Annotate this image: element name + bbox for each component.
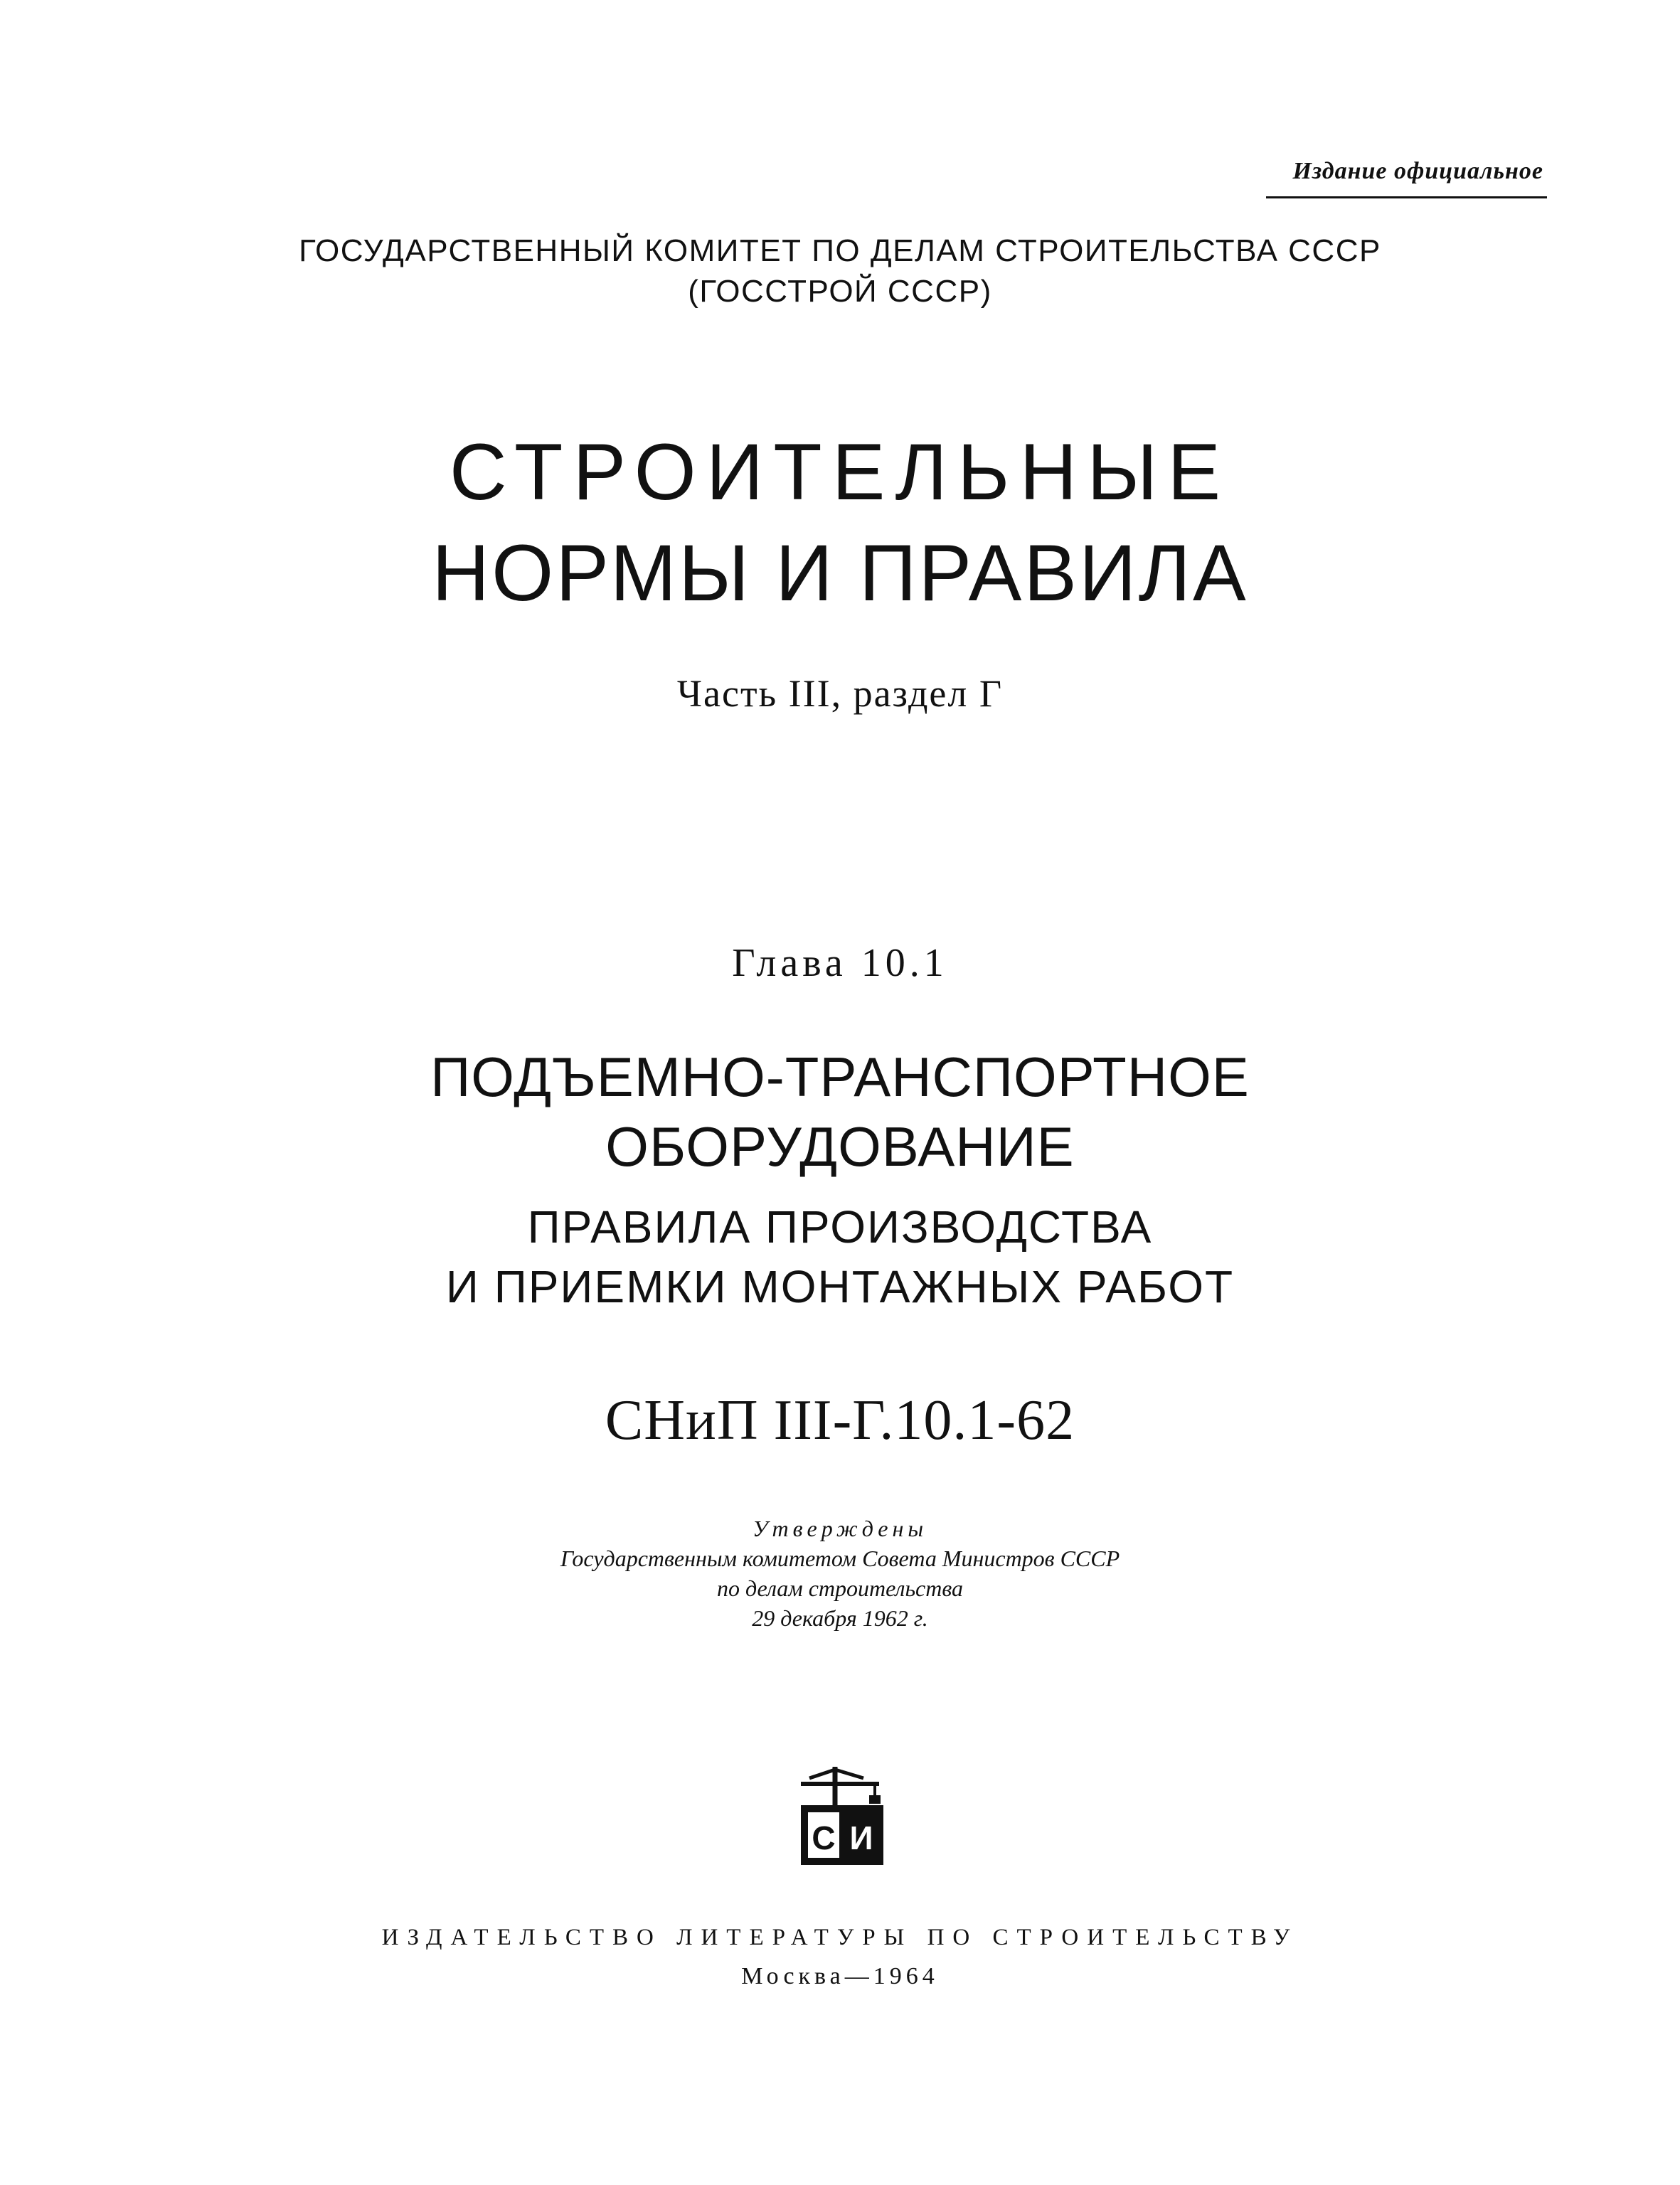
subject-line-2: ОБОРУДОВАНИЕ bbox=[605, 1115, 1075, 1178]
approval-line-2: Государственным комитетом Совета Министров СССР bbox=[560, 1546, 1120, 1571]
committee-line-1: ГОСУДАРСТВЕННЫЙ КОМИТЕТ ПО ДЕЛАМ СТРОИТЕЛЬСТВА СССР bbox=[299, 233, 1381, 268]
logo-letter-i: И bbox=[849, 1819, 873, 1856]
rules-line-1: ПРАВИЛА ПРОИЗВОДСТВА bbox=[527, 1201, 1153, 1253]
crane-si-logo-icon bbox=[795, 1763, 895, 1869]
approval-line-4: 29 декабря 1962 г. bbox=[752, 1605, 928, 1631]
part-section: Часть III, раздел Г bbox=[676, 672, 1004, 715]
rules-line-2: И ПРИЕМКИ МОНТАЖНЫХ РАБОТ bbox=[445, 1261, 1235, 1312]
subject-line-1: ПОДЪЕМНО-ТРАНСПОРТНОЕ bbox=[430, 1046, 1250, 1108]
standard-code: СНиП III-Г.10.1-62 bbox=[605, 1389, 1075, 1452]
edition-label: Издание официальное bbox=[1292, 158, 1543, 184]
edition-underline bbox=[1266, 196, 1547, 198]
publisher-name: ИЗДАТЕЛЬСТВО ЛИТЕРАТУРЫ ПО СТРОИТЕЛЬСТВУ bbox=[381, 1925, 1299, 1950]
city-year: Москва—1964 bbox=[741, 1963, 939, 1989]
title-line-1: СТРОИТЕЛЬНЫЕ bbox=[449, 427, 1231, 516]
title-line-2: НОРМЫ И ПРАВИЛА bbox=[432, 528, 1248, 617]
logo-letter-s: С bbox=[812, 1819, 836, 1856]
chapter-number: Глава 10.1 bbox=[732, 941, 948, 985]
committee-line-2: (ГОССТРОЙ СССР) bbox=[688, 274, 992, 309]
approval-line-3: по делам строительства bbox=[716, 1575, 964, 1601]
approval-line-1: Утверждены bbox=[752, 1516, 928, 1541]
